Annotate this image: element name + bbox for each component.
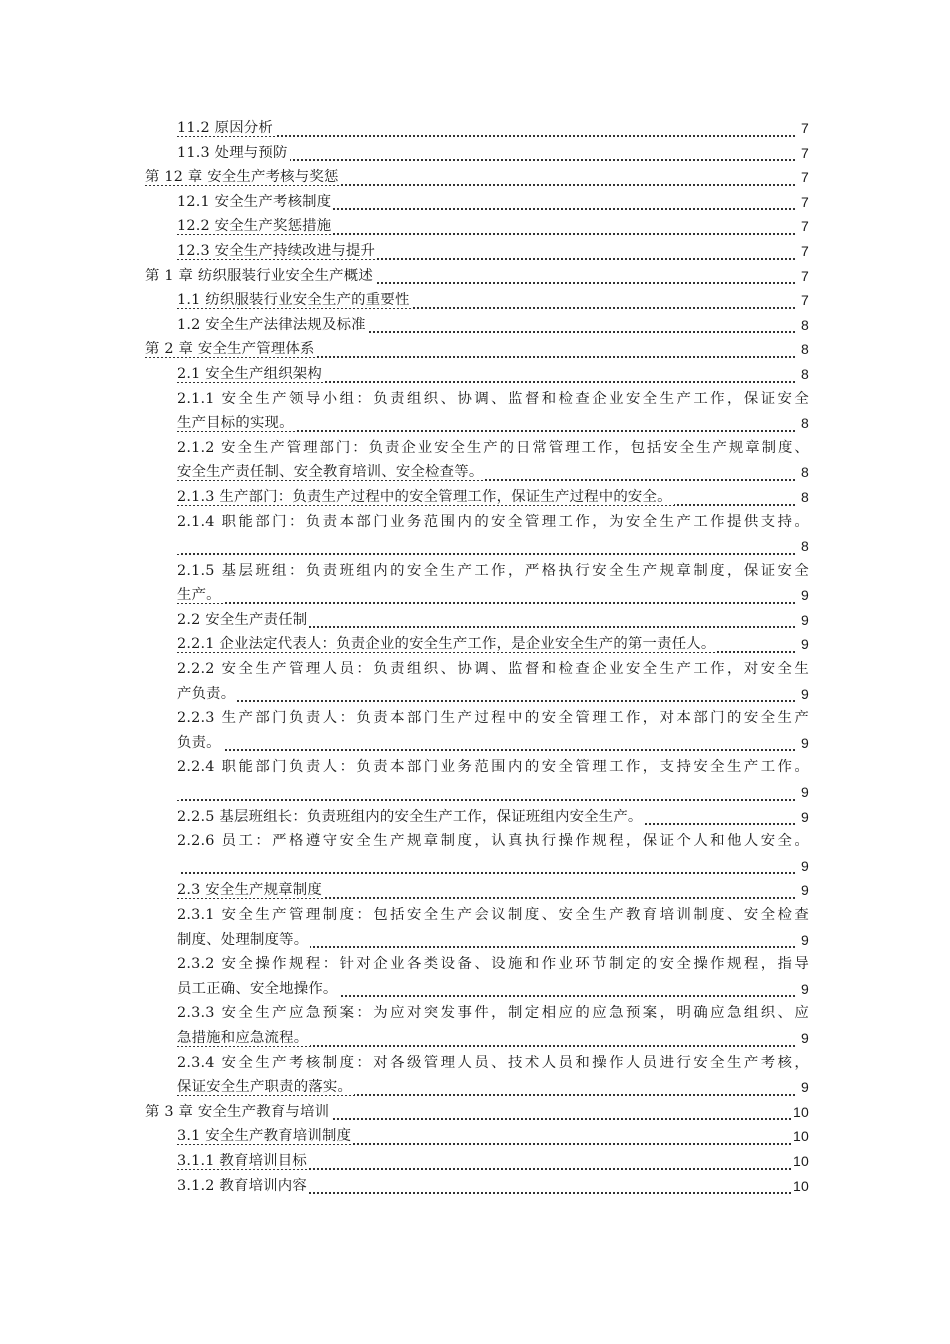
table-of-contents [145, 116, 809, 1198]
toc-entry[interactable] [145, 116, 809, 141]
toc-entry-title: 1.2 安全生产法律法规及标准 [177, 316, 366, 333]
toc-chapter-entry[interactable] [145, 337, 809, 362]
toc-entry-title: 2.1.3 生产部门：负责生产过程中的安全管理工作，保证生产过程中的安全。 [177, 488, 672, 505]
toc-page-number: 9 [799, 878, 809, 903]
toc-entry-title-line: 生产目标的实现。 [177, 415, 294, 432]
dot-leader [177, 749, 795, 751]
toc-entry[interactable] [145, 288, 809, 313]
toc-entry[interactable] [145, 1051, 809, 1100]
toc-entry-title: 12.2 安全生产奖惩措施 [177, 218, 332, 235]
dot-leader [177, 602, 795, 604]
toc-entry[interactable] [145, 141, 809, 166]
dot-leader [177, 700, 795, 702]
toc-page-number: 7 [799, 214, 809, 239]
toc-chapter-entry[interactable] [145, 1100, 809, 1125]
toc-entry-title-line: 2.2.3 生产部门负责人：负责本部门生产过程中的安全管理工作，对本部门的安全生产 [177, 710, 809, 727]
toc-page-number: 8 [799, 460, 809, 485]
toc-entry[interactable] [145, 559, 809, 608]
toc-page-number: 10 [791, 1100, 809, 1125]
toc-entry[interactable] [145, 903, 809, 952]
toc-entry-title-line: 生产。 [177, 587, 221, 604]
toc-entry-title-line: 员工正确、安全地操作。 [177, 980, 338, 997]
toc-entry[interactable] [145, 829, 809, 878]
toc-page-number: 7 [799, 264, 809, 289]
toc-chapter-entry[interactable] [145, 165, 809, 190]
toc-entry[interactable] [145, 1124, 809, 1149]
toc-page-number: 7 [799, 141, 809, 166]
toc-page-number: 9 [799, 632, 809, 657]
toc-entry-title-line: 2.2.2 安全生产管理人员：负责组织、协调、监督和检查企业安全生产工作，对安全生 [177, 661, 809, 678]
toc-entry[interactable] [145, 878, 809, 903]
dot-leader [177, 799, 795, 801]
toc-entry-title: 11.3 处理与预防 [177, 144, 288, 161]
toc-page-number: 9 [799, 1026, 809, 1051]
toc-entry-title-line [177, 538, 179, 554]
toc-entry-title-line: 2.3.4 安全生产考核制度：对各级管理人员、技术人员和操作人员进行安全生产考核， [177, 1054, 809, 1071]
toc-page-number: 8 [799, 534, 809, 559]
toc-entry-title: 第 2 章 安全生产管理体系 [145, 341, 315, 358]
toc-page-number: 7 [799, 116, 809, 141]
toc-entry[interactable] [145, 214, 809, 239]
toc-entry-title: 2.2 安全生产责任制 [177, 611, 308, 628]
toc-entry[interactable] [145, 510, 809, 559]
toc-entry[interactable] [145, 706, 809, 755]
toc-entry[interactable] [145, 608, 809, 633]
toc-page-number: 9 [799, 1075, 809, 1100]
toc-page-number: 9 [799, 583, 809, 608]
toc-page-number: 9 [799, 928, 809, 953]
toc-page-number: 8 [799, 411, 809, 436]
toc-entry-title-line: 制度、处理制度等。 [177, 931, 309, 948]
toc-entry-title-line: 产负责。 [177, 685, 236, 702]
toc-entry[interactable] [145, 805, 809, 830]
toc-entry[interactable] [145, 755, 809, 804]
toc-page-number: 9 [799, 977, 809, 1002]
toc-entry[interactable] [145, 190, 809, 215]
toc-entry[interactable] [145, 632, 809, 657]
toc-page-number: 9 [799, 805, 809, 830]
toc-entry-title: 11.2 原因分析 [177, 120, 273, 136]
toc-entry-title-line: 2.3.2 安全操作规程：针对企业各类设备、设施和作业环节制定的安全操作规程，指导 [177, 956, 809, 973]
toc-entry-title-line: 2.3.1 安全生产管理制度：包括安全生产会议制度、安全生产教育培训制度、安全检查 [177, 907, 809, 923]
toc-entry-title: 2.2.1 企业法定代表人：负责企业的安全生产工作，是企业安全生产的第一责任人。 [177, 636, 716, 653]
toc-page-number: 9 [799, 731, 809, 756]
toc-entry-title: 第 12 章 安全生产考核与奖惩 [145, 169, 339, 186]
toc-entry[interactable] [145, 436, 809, 485]
toc-page-number: 10 [791, 1149, 809, 1174]
toc-entry[interactable] [145, 239, 809, 264]
toc-entry-title-line: 急措施和应急流程。 [177, 1029, 309, 1046]
toc-page-number: 7 [799, 239, 809, 264]
dot-leader [177, 872, 795, 874]
toc-page-number: 9 [799, 682, 809, 707]
toc-entry[interactable] [145, 1001, 809, 1050]
toc-entry-title-line: 保证安全生产职责的落实。 [177, 1079, 353, 1096]
toc-page-number: 8 [799, 485, 809, 510]
toc-entry-title-line [177, 784, 179, 800]
toc-entry-title: 2.2.5 基层班组长：负责班组内的安全生产工作，保证班组内安全生产。 [177, 808, 643, 825]
toc-entry[interactable] [145, 657, 809, 706]
toc-page-number: 7 [799, 165, 809, 190]
toc-entry-title-line: 负责。 [177, 734, 221, 751]
toc-entry-title-line: 2.2.4 职能部门负责人：负责本部门业务范围内的安全管理工作，支持安全生产工作。 [177, 759, 809, 776]
toc-page-number: 10 [791, 1174, 809, 1199]
toc-entry[interactable] [145, 485, 809, 510]
toc-entry[interactable] [145, 1149, 809, 1174]
toc-entry-title: 12.1 安全生产考核制度 [177, 193, 332, 210]
toc-entry[interactable] [145, 952, 809, 1001]
toc-entry-title: 第 1 章 纺织服装行业安全生产概述 [145, 267, 373, 284]
toc-entry[interactable] [145, 362, 809, 387]
toc-entry-title: 1.1 纺织服装行业安全生产的重要性 [177, 292, 410, 309]
toc-entry-title: 2.3 安全生产规章制度 [177, 882, 322, 899]
toc-page-number: 9 [799, 854, 809, 879]
toc-page-number: 9 [799, 608, 809, 633]
toc-page-number: 8 [799, 337, 809, 362]
toc-entry-title: 2.1 安全生产组织架构 [177, 365, 322, 382]
toc-entry-title-line: 2.1.5 基层班组：负责班组内的安全生产工作，严格执行安全生产规章制度，保证安全 [177, 562, 809, 579]
toc-page-number: 10 [791, 1124, 809, 1149]
toc-entry-title: 第 3 章 安全生产教育与培训 [145, 1103, 330, 1120]
toc-entry-title: 3.1 安全生产教育培训制度 [177, 1128, 352, 1145]
toc-entry[interactable] [145, 1174, 809, 1199]
toc-page-number: 7 [799, 190, 809, 215]
toc-entry[interactable] [145, 387, 809, 436]
toc-page-number: 7 [799, 288, 809, 313]
toc-entry-title-line: 2.1.1 安全生产领导小组：负责组织、协调、监督和检查企业安全生产工作，保证安全 [177, 390, 809, 407]
toc-entry-title-line [177, 858, 179, 874]
toc-entry-title-line: 2.2.6 员工：严格遵守安全生产规章制度，认真执行操作规程，保证个人和他人安全。 [177, 833, 809, 850]
toc-chapter-entry[interactable] [145, 264, 809, 289]
toc-entry-title: 3.1.1 教育培训目标 [177, 1152, 307, 1169]
toc-entry-title-line: 2.1.2 安全生产管理部门：负责企业安全生产的日常管理工作，包括安全生产规章制度、 [177, 439, 809, 456]
dot-leader [177, 553, 795, 555]
toc-entry-title-line: 2.1.4 职能部门：负责本部门业务范围内的安全管理工作，为安全生产工作提供支持。 [177, 513, 809, 530]
toc-page-number: 8 [799, 313, 809, 338]
toc-entry-title-line: 安全生产责任制、安全教育培训、安全检查等。 [177, 464, 484, 481]
toc-entry-title-line: 2.3.3 安全生产应急预案：为应对突发事件，制定相应的应急预案，明确应急组织、应 [177, 1005, 809, 1022]
toc-entry[interactable] [145, 313, 809, 338]
toc-entry-title: 12.3 安全生产持续改进与提升 [177, 242, 376, 259]
toc-entry-title: 3.1.2 教育培训内容 [177, 1177, 307, 1194]
toc-page-number: 9 [799, 780, 809, 805]
toc-page-number: 8 [799, 362, 809, 387]
